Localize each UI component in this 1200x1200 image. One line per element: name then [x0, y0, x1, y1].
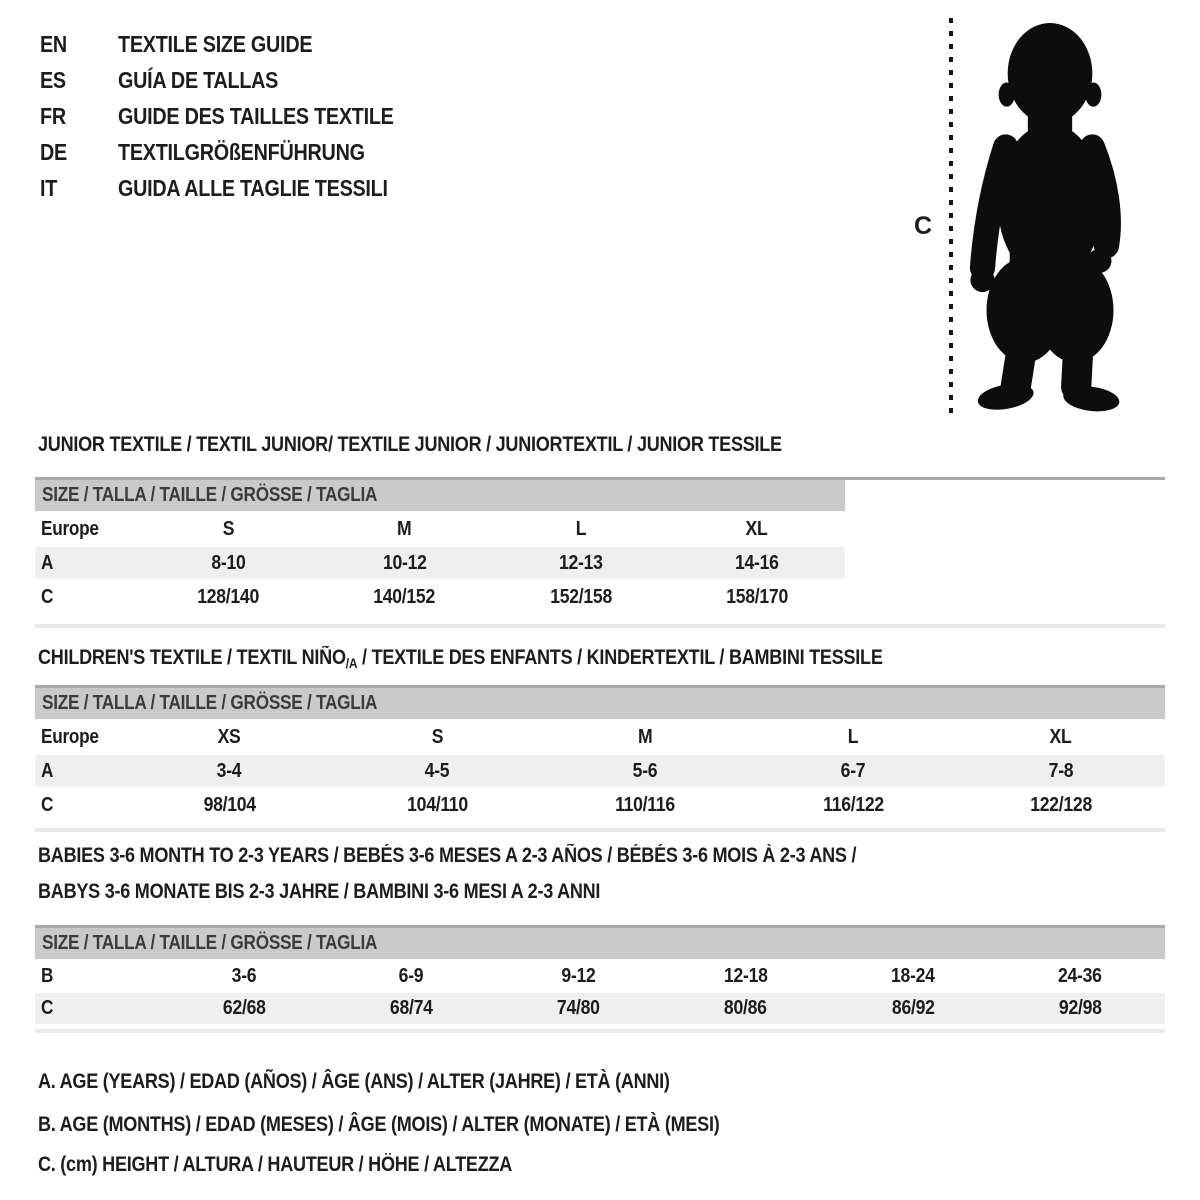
value-cell: 6-7 — [840, 759, 866, 782]
row-label: Europe — [41, 517, 99, 540]
value-cell: 3-4 — [217, 759, 242, 782]
value-cell: 6-9 — [398, 964, 424, 987]
value-cell: 14-16 — [735, 551, 779, 574]
value-cell: 10-12 — [382, 551, 427, 574]
value-cell: 8-10 — [211, 551, 246, 574]
babies-section-title-line1: BABIES 3-6 MONTH TO 2-3 YEARS / BEBÉS 3-6 MESES A 2-3 AÑOS / BÉBÉS 3-6 MOIS À 2-3 ANS / — [38, 844, 857, 867]
table-row-age — [35, 547, 845, 579]
divider — [35, 828, 1165, 832]
legend-height-cm: C. (cm) HEIGHT / ALTURA / HAUTEUR / HÖHE / ALTEZZA — [38, 1153, 513, 1176]
size-header-bar: SIZE / TALLA / TAILLE / GRÖSSE / TAGLIA — [35, 688, 1165, 719]
babies-section-title-line2: BABYS 3-6 MONATE BIS 2-3 JAHRE / BAMBINI 3-6 MESI A 2-3 ANNI — [38, 880, 601, 903]
value-cell: 18-24 — [891, 964, 935, 987]
language-code: EN — [40, 30, 67, 57]
row-label: A — [41, 759, 54, 782]
value-cell: 12-13 — [558, 551, 603, 574]
size-header-bar: SIZE / TALLA / TAILLE / GRÖSSE / TAGLIA — [35, 480, 845, 511]
language-row-de — [40, 134, 439, 170]
language-code: ES — [40, 66, 66, 93]
legend-age-years: A. AGE (YEARS) / EDAD (AÑOS) / ÂGE (ANS) / ALTER (JAHRE) / ETÀ (ANNI) — [38, 1070, 670, 1093]
value-cell: 86/92 — [891, 997, 935, 1019]
value-cell: 3-6 — [231, 964, 257, 987]
language-list — [40, 26, 439, 206]
table-row-height — [35, 787, 1165, 823]
table-row-months — [35, 959, 1165, 993]
children-section-title: CHILDREN'S TEXTILE / TEXTIL NIÑO/A / TEXTILE DES ENFANTS / KINDERTEXTIL / BAMBINI TESSILE — [38, 646, 883, 671]
size-cell: L — [847, 725, 859, 748]
junior-size-table — [35, 480, 845, 615]
value-cell: 140/152 — [373, 585, 436, 608]
value-cell: 7-8 — [1048, 759, 1074, 782]
size-cell: M — [397, 517, 412, 540]
language-title: TEXTILGRÖßENFÜHRUNG — [118, 138, 365, 165]
table-row-height — [35, 579, 845, 615]
size-header-bar: SIZE / TALLA / TAILLE / GRÖSSE / TAGLIA — [35, 928, 1165, 959]
language-title: TEXTILE SIZE GUIDE — [118, 30, 313, 57]
babies-size-table — [35, 928, 1165, 1024]
row-label: C — [41, 997, 54, 1019]
value-cell: 5-6 — [632, 759, 658, 782]
value-cell: 62/68 — [222, 997, 266, 1019]
value-cell: 158/170 — [726, 585, 788, 608]
toddler-silhouette-icon — [968, 16, 1132, 414]
table-row-sizes — [35, 511, 845, 547]
value-cell: 110/116 — [615, 793, 676, 816]
title-subscript: /A — [345, 655, 358, 671]
language-title: GUIDA ALLE TAGLIE TESSILI — [118, 174, 388, 201]
language-code: IT — [40, 174, 58, 201]
value-cell: 128/140 — [197, 585, 260, 608]
size-cell: S — [222, 517, 235, 540]
language-title: GUÍA DE TALLAS — [118, 66, 279, 93]
value-cell: 92/98 — [1058, 997, 1102, 1019]
size-cell: XL — [1049, 725, 1072, 748]
value-cell: 68/74 — [389, 997, 433, 1019]
row-label: Europe — [41, 725, 99, 748]
language-row-it — [40, 170, 439, 206]
value-cell: 152/158 — [549, 585, 612, 608]
language-code: FR — [40, 102, 66, 129]
size-cell: M — [637, 725, 653, 748]
children-size-table — [35, 688, 1165, 823]
value-cell: 12-18 — [723, 964, 768, 987]
value-cell: 4-5 — [424, 759, 450, 782]
value-cell: 116/122 — [822, 793, 884, 816]
legend-age-months: B. AGE (MONTHS) / EDAD (MESES) / ÂGE (MOIS) / ALTER (MONATE) / ETÀ (MESI) — [38, 1113, 720, 1136]
language-title: GUIDE DES TAILLES TEXTILE — [118, 102, 394, 129]
language-row-fr — [40, 98, 439, 134]
table-row-age — [35, 755, 1165, 787]
row-label: C — [41, 793, 54, 816]
height-measure-dashed-line — [949, 18, 953, 416]
divider — [35, 624, 1165, 628]
table-row-height — [35, 993, 1165, 1024]
table-row-sizes — [35, 719, 1165, 755]
language-code: DE — [40, 138, 67, 165]
size-cell: L — [575, 517, 586, 540]
value-cell: 98/104 — [203, 793, 256, 816]
row-label: A — [41, 551, 54, 574]
value-cell: 80/86 — [724, 997, 768, 1019]
row-label: C — [41, 585, 54, 608]
value-cell: 122/128 — [1030, 793, 1092, 816]
value-cell: 74/80 — [557, 997, 600, 1019]
height-measure-label: C — [914, 212, 933, 240]
language-row-es — [40, 62, 439, 98]
language-row-en — [40, 26, 439, 62]
junior-section-title: JUNIOR TEXTILE / TEXTIL JUNIOR/ TEXTILE JUNIOR / JUNIORTEXTIL / JUNIOR TESSILE — [38, 433, 782, 456]
value-cell: 9-12 — [561, 964, 596, 987]
divider — [35, 1029, 1165, 1033]
row-label: B — [41, 964, 54, 987]
value-cell: 24-36 — [1058, 964, 1103, 987]
size-cell: S — [431, 725, 443, 748]
size-cell: XS — [217, 725, 241, 748]
value-cell: 104/110 — [406, 793, 468, 816]
size-cell: XL — [745, 517, 768, 540]
